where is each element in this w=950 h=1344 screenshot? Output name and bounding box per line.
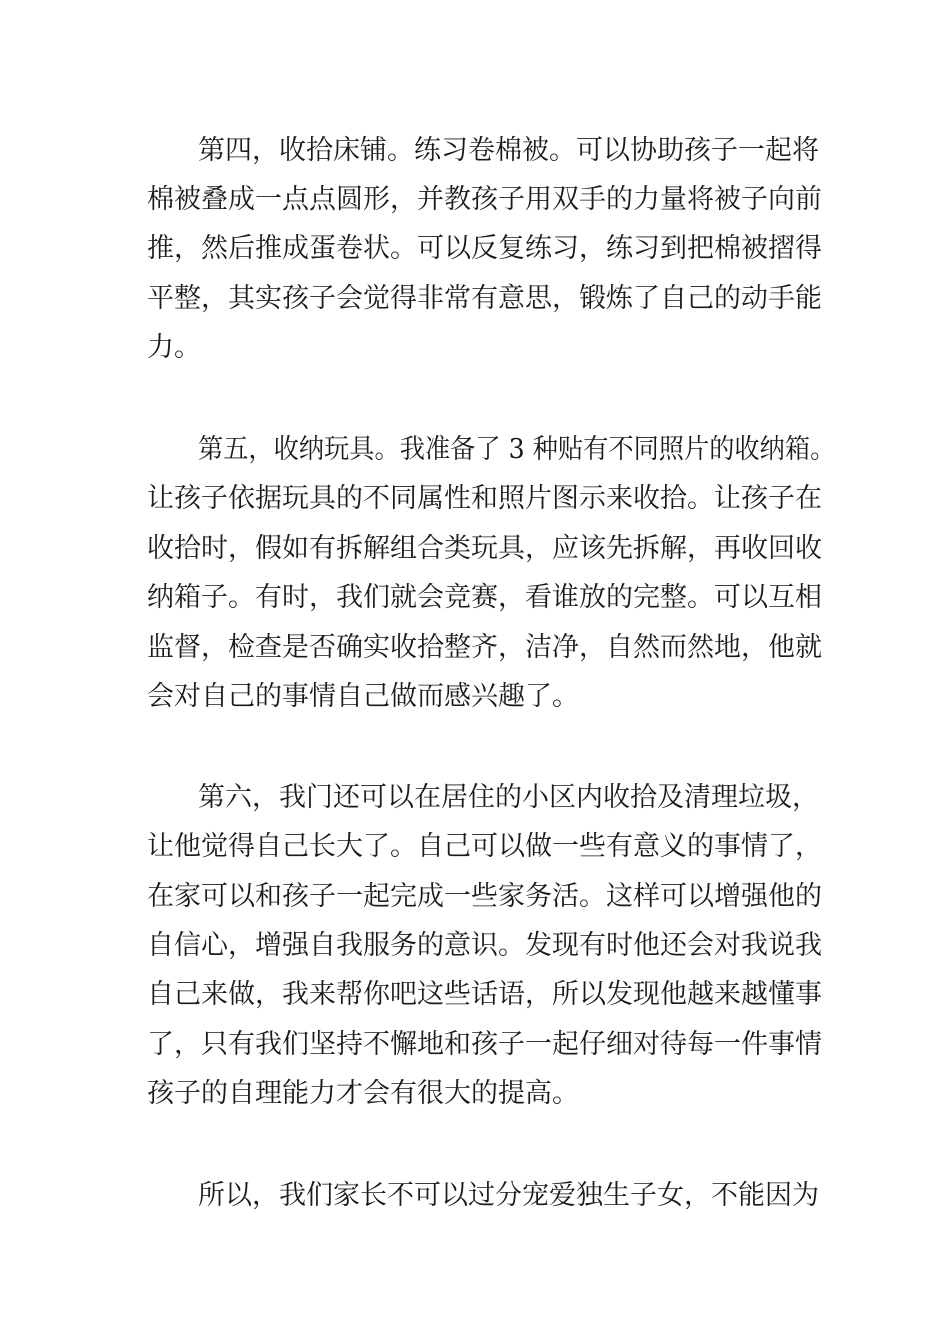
text-line: 在家可以和孩子一起完成一些家务活。这样可以增强他的 — [147, 881, 822, 912]
text-line: 纳箱子。有时，我们就会竞赛，看谁放的完整。可以互相 — [147, 582, 822, 613]
text-line: 所以，我们家长不可以过分宠爱独生子女，不能因为 — [198, 1180, 819, 1211]
text-line: 让孩子依据玩具的不同属性和照片图示来收拾。让孩子在 — [147, 483, 822, 514]
text-line: 监督，检查是否确实收拾整齐，洁净，自然而然地，他就 — [147, 632, 822, 663]
text-line: 自己来做，我来帮你吧这些话语，所以发现他越来越懂事 — [147, 979, 822, 1010]
text-line: 了，只有我们坚持不懈地和孩子一起仔细对待每一件事情 — [147, 1029, 822, 1060]
text-line: 自信心，增强自我服务的意识。发现有时他还会对我说我 — [147, 930, 822, 961]
text-line: 第四，收拾床铺。练习卷棉被。可以协助孩子一起将 — [198, 135, 819, 166]
text-line: 收拾时，假如有拆解组合类玩具，应该先拆解，再收回收 — [147, 533, 822, 564]
text-line: 棉被叠成一点点圆形，并教孩子用双手的力量将被子向前 — [147, 184, 822, 215]
text-line: 平整，其实孩子会觉得非常有意思，锻炼了自己的动手能 — [147, 283, 822, 314]
text-line: 让他觉得自己长大了。自己可以做一些有意义的事情了， — [147, 831, 822, 862]
text-line: 第五，收纳玩具。我准备了 3 种贴有不同照片的收纳箱。 — [198, 434, 836, 465]
text-line: 会对自己的事情自己做而感兴趣了。 — [147, 681, 579, 712]
text-line: 孩子的自理能力才会有很大的提高。 — [147, 1078, 579, 1109]
text-line: 力。 — [147, 332, 201, 363]
text-line: 第六，我门还可以在居住的小区内收拾及清理垃圾， — [198, 782, 819, 813]
text-line: 推，然后推成蛋卷状。可以反复练习，练习到把棉被摺得 — [147, 233, 822, 264]
